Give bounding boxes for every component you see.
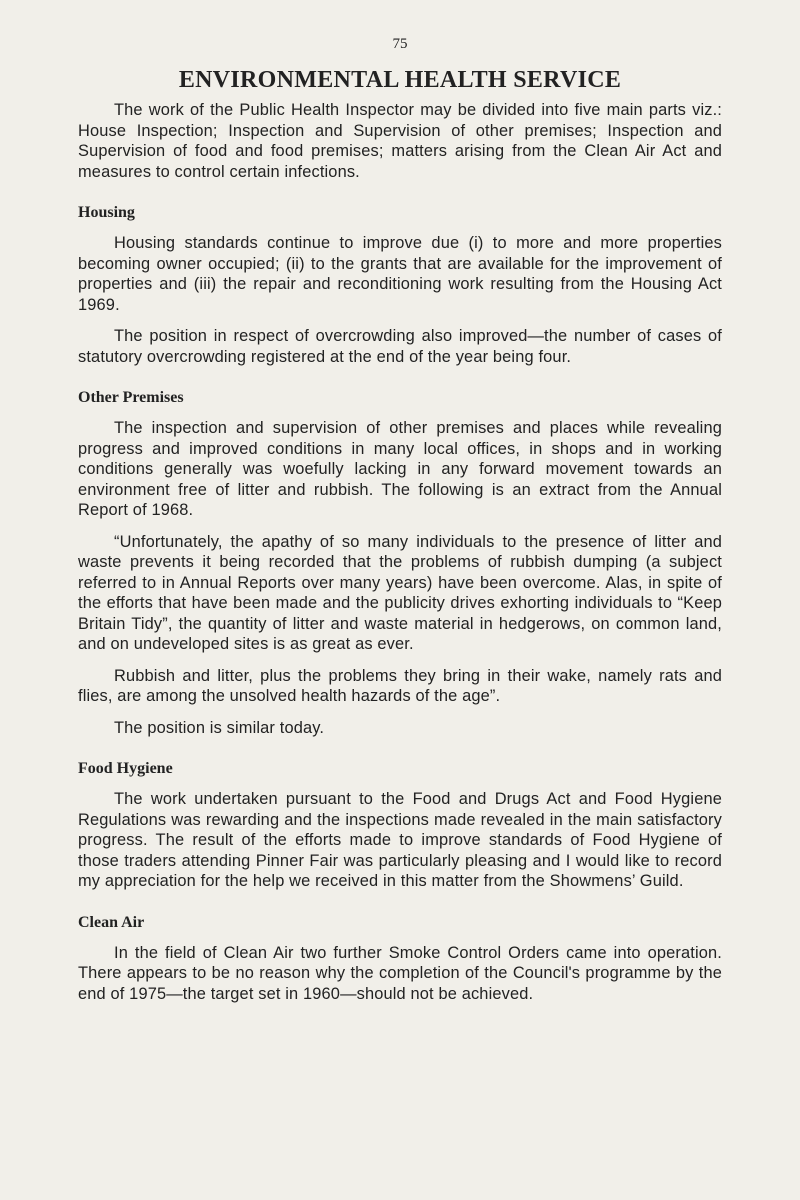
quoted-paragraph: Rubbish and litter, plus the problems they bring in their wake, namely rats and flies, are among the unsolved health hazards of the age”. — [78, 666, 722, 705]
section-heading: Clean Air — [78, 913, 145, 931]
paragraph: The position in respect of overcrowding also improved—the number of cases of statutory overcrowding registered at the end of the year being four. — [78, 327, 722, 366]
paragraph: The work undertaken pursuant to the Food and Drugs Act and Food Hygiene Regulations was rewarding and the inspections made revealed in the main satisfactory progress. The result of the efforts made to improve standards of Food Hygiene of those traders attending Pinner Fair was particularly pleasing and I would like to record my appreciation for the help we received in this matter from the Showmens’ Guild. — [78, 790, 722, 890]
paragraph: The inspection and supervision of other premises and places while revealing progress and improved conditions in many local offices, in shops and in working conditions generally was woefully lacking in any forward movement towards an environment free of litter and rubbish. The following is an extract from the Annual Report of 1968. — [78, 419, 722, 519]
section-food-hygiene — [78, 760, 722, 892]
page-number: 75 — [392, 36, 408, 52]
section-heading: Housing — [78, 204, 135, 221]
paragraph: The position is similar today. — [114, 718, 325, 737]
section-clean-air — [78, 914, 722, 1005]
document-page — [78, 36, 722, 1015]
section-heading: Other Premises — [78, 389, 184, 406]
paragraph: Housing standards continue to improve due (i) to more and more properties becoming owner occupied; (ii) to the grants that are available for the improvement of properties and (iii) the repair and reconditioning work resulting from the Housing Act 1969. — [78, 234, 722, 314]
section-other-premises — [78, 389, 722, 738]
quoted-paragraph: “Unfortunately, the apathy of so many individuals to the presence of litter and waste prevents it being recorded that the problems of rubbish dumping (a subject referred to in Annual Reports over many years) have been overcome. Alas, in spite of the efforts that have been made and the publicity drives exhorting individuals to “Keep Britain Tidy”, the quantity of litter and waste material in hedgerows, on common land, and on undeveloped sites is as great as ever. — [78, 532, 722, 653]
section-heading: Food Hygiene — [78, 760, 173, 777]
page-title: ENVIRONMENTAL HEALTH SERVICE — [178, 67, 622, 93]
paragraph: In the field of Clean Air two further Smoke Control Orders came into operation. There appears to be no reason why the completion of the Council's programme by the end of 1975—the target set in 1960—should not be achieved. — [78, 943, 722, 1003]
intro-paragraph: The work of the Public Health Inspector may be divided into five main parts viz.: House Inspection; Inspection and Supervision of other premises; Inspection and Supervision of food and food premises; matters arising from the Clean Air Act and measures to control certain infections. — [78, 101, 722, 181]
section-housing — [78, 204, 722, 367]
